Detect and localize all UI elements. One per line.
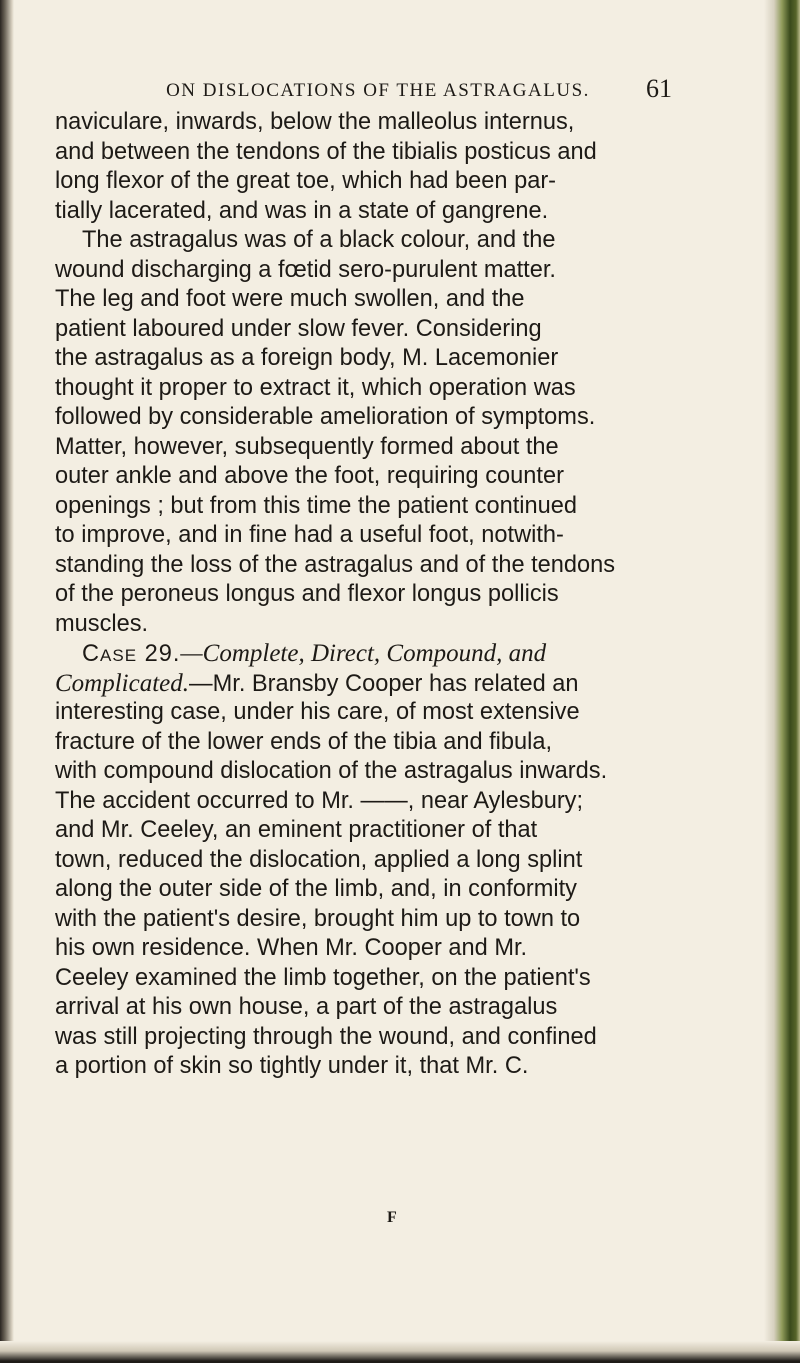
text-fragment: —Mr. Bransby Cooper has related an bbox=[189, 670, 579, 697]
running-title: ON DISLOCATIONS OF THE ASTRAGALUS. bbox=[166, 80, 590, 101]
text-line: arrival at his own house, a part of the astragalus bbox=[55, 994, 558, 1020]
text-line: openings ; but from this time the patient continued bbox=[55, 492, 578, 519]
text-line: The astragalus was of a black colour, and the bbox=[82, 227, 556, 253]
text-line: wound discharging a fœtid sero-purulent matter. bbox=[55, 256, 556, 283]
page-right-edge bbox=[764, 0, 800, 1363]
case-label: Case 29. bbox=[82, 641, 181, 667]
text-line: with the patient's desire, brought him up to town to bbox=[55, 905, 581, 932]
text-line: of the peroneus longus and flexor longus pollicis bbox=[55, 581, 559, 607]
text-line: and between the tendons of the tibialis posticus and bbox=[55, 138, 597, 165]
text-line: thought it proper to extract it, which operation was bbox=[55, 374, 576, 401]
body-text bbox=[55, 108, 745, 1082]
text-line: the astragalus as a foreign body, M. Lacemonier bbox=[55, 345, 559, 371]
case-heading bbox=[55, 639, 745, 669]
text-line: naviculare, inwards, below the malleolus internus, bbox=[55, 109, 575, 135]
text-line: The accident occurred to Mr. ——, near Aylesbury; bbox=[55, 787, 584, 814]
text-line: Ceeley examined the limb together, on the patient's bbox=[55, 964, 591, 991]
text-line: standing the loss of the astragalus and of the tendons bbox=[55, 551, 616, 578]
text-line: and Mr. Ceeley, an eminent practitioner of that bbox=[55, 817, 538, 843]
case-heading-cont bbox=[55, 669, 745, 699]
text-line: tially lacerated, and was in a state of gangrene. bbox=[55, 197, 549, 224]
text-line: Matter, however, subsequently formed about the bbox=[55, 433, 559, 460]
text-line: followed by considerable amelioration of symptoms. bbox=[55, 404, 596, 430]
case-title-cont: Complicated. bbox=[55, 669, 190, 697]
text-line: along the outer side of the limb, and, in conformity bbox=[55, 876, 577, 902]
text-line: to improve, and in fine had a useful foot, notwith- bbox=[55, 522, 564, 548]
text-line: a portion of skin so tightly under it, that Mr. C. bbox=[55, 1053, 529, 1079]
text-line: was still projecting through the wound, and confined bbox=[55, 1023, 597, 1050]
signature-mark: F bbox=[387, 1209, 397, 1226]
text-line: with compound dislocation of the astragalus inwards. bbox=[55, 758, 608, 784]
text-line: town, reduced the dislocation, applied a long splint bbox=[55, 846, 583, 873]
text-line: his own residence. When Mr. Cooper and Mr. bbox=[55, 935, 528, 961]
text-line: outer ankle and above the foot, requiring counter bbox=[55, 463, 564, 489]
page-left-edge bbox=[0, 0, 14, 1363]
page-bottom-edge bbox=[0, 1341, 800, 1363]
text-line: fracture of the lower ends of the tibia and fibula, bbox=[55, 728, 553, 755]
text-line: patient laboured under slow fever. Considering bbox=[55, 315, 542, 342]
text-line: The leg and foot were much swollen, and the bbox=[55, 286, 525, 312]
text-line: interesting case, under his care, of most extensive bbox=[55, 699, 580, 725]
text-line: long flexor of the great toe, which had been par- bbox=[55, 168, 557, 194]
page-number: 61 bbox=[646, 74, 672, 103]
text-line: muscles. bbox=[55, 610, 149, 637]
case-title: —Complete, Direct, Compound, and bbox=[180, 640, 547, 667]
